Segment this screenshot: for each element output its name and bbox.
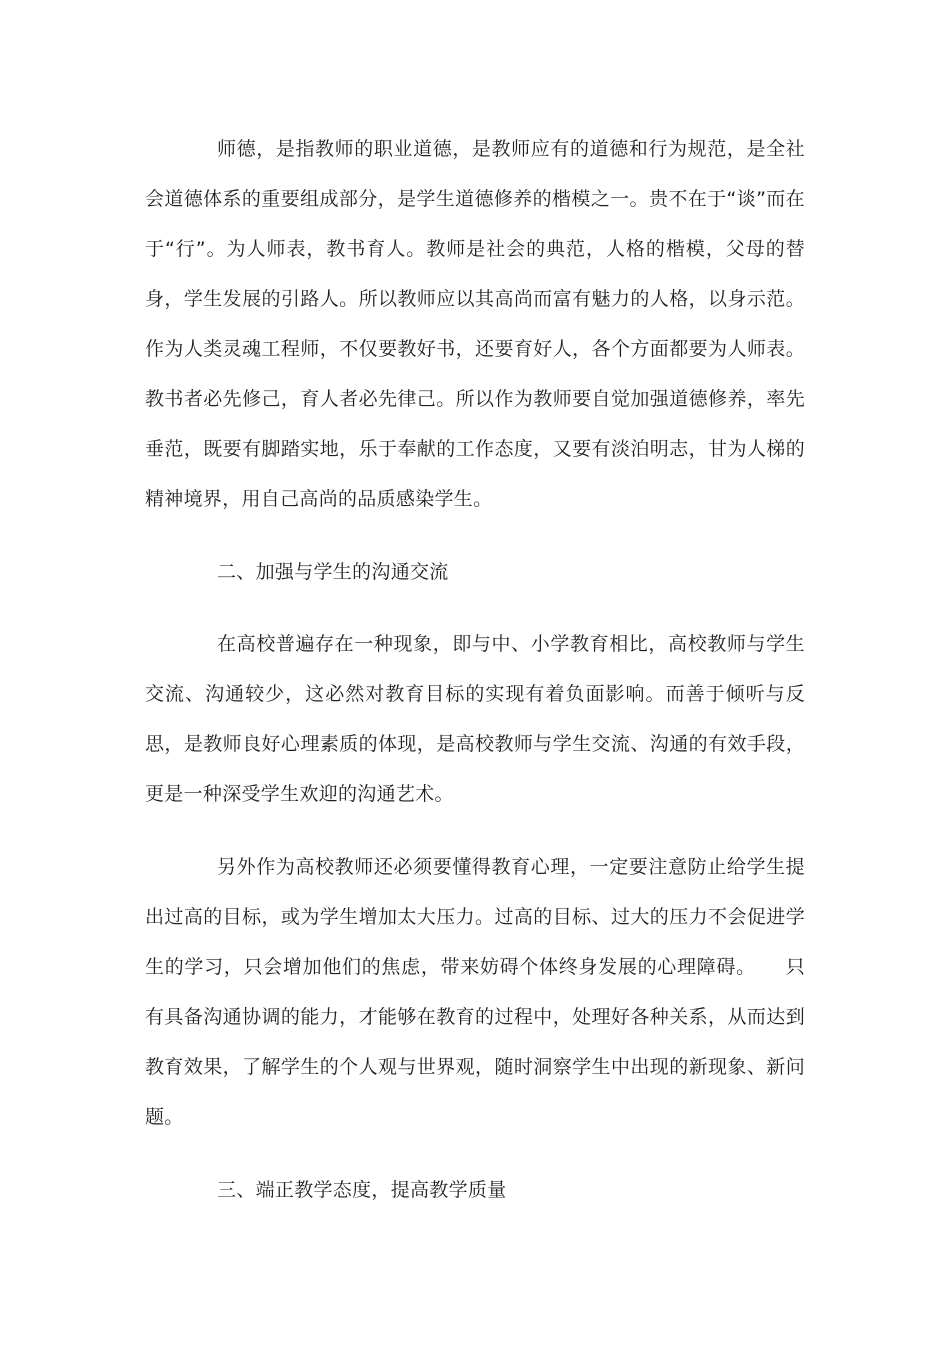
section-heading-communication: 二、加强与学生的沟通交流 bbox=[217, 561, 449, 583]
paragraph-education-psychology: 另外作为高校教师还必须要懂得教育心理，一定要注意防止给学生提出过高的目标，或为学生增加太大压力。过高的目标、过大的压力不会促进学生的学习，只会增加他们的焦虑，带来妨碍个体终身发展的心理障碍。 只有具备沟通协调的能力，才能够在教育的过程中，处理好各种关系，从而达到教育效果，了解学生的个人观与世界观，随时洞察学生中出现的新现象、新问题。 bbox=[145, 856, 805, 1128]
paragraph-teacher-ethics: 师德，是指教师的职业道德，是教师应有的道德和行为规范，是全社会道德体系的重要组成部分，是学生道德修养的楷模之一。贵不在于“谈”而在于“行”。为人师表，教书育人。教师是社会的典范，人格的楷模，父母的替身，学生发展的引路人。所以教师应以其高尚而富有魅力的人格，以身示范。作为人类灵魂工程师，不仅要教好书，还要育好人，各个方面都要为人师表。教书者必先修己，育人者必先律己。所以作为教师要自觉加强道德修养，率先垂范，既要有脚踏实地，乐于奉献的工作态度，又要有淡泊明志，甘为人梯的精神境界，用自己高尚的品质感染学生。 bbox=[145, 138, 805, 510]
section-heading-teaching-attitude: 三、端正教学态度，提高教学质量 bbox=[217, 1179, 507, 1201]
paragraph-communication-phenomenon: 在高校普遍存在一种现象，即与中、小学教育相比，高校教师与学生交流、沟通较少，这必然对教育目标的实现有着负面影响。而善于倾听与反思，是教师良好心理素质的体现，是高校教师与学生交流、沟通的有效手段，更是一种深受学生欢迎的沟通艺术。 bbox=[145, 633, 805, 805]
